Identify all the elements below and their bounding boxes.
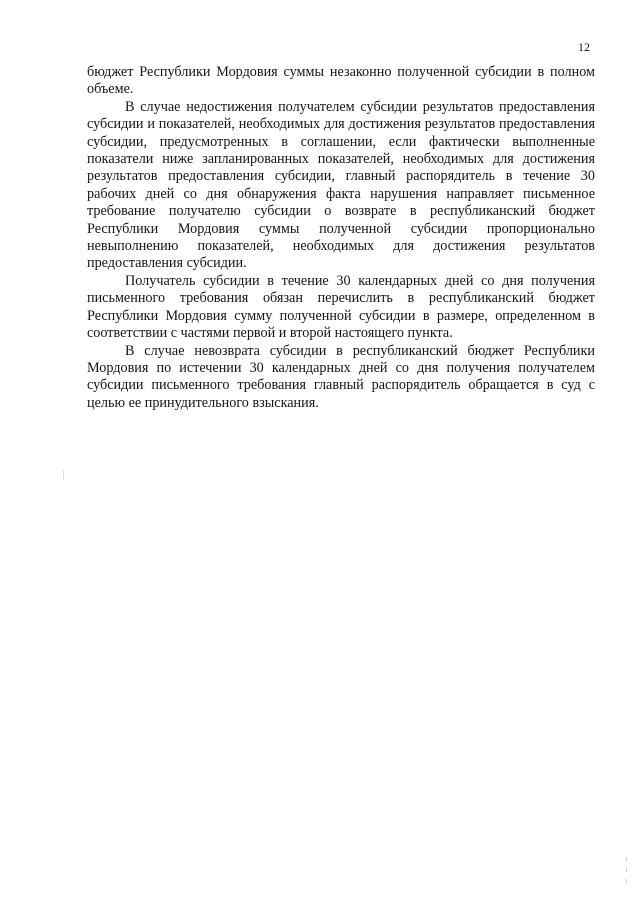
scan-speck-right-1: [626, 857, 627, 861]
paragraph-4: В случае невозврата субсидии в республиканский бюджет Республики Мордовия по истечении 30 календарных дней со дня получения получателем субсидии письменного требования главный распорядитель обращается в суд с целью ее принудительного взыскания.: [87, 342, 595, 411]
paragraph-1: бюджет Республики Мордовия суммы незаконно полученной субсидии в полном объеме.: [87, 64, 595, 98]
paragraph-2: В случае недостижения получателем субсидии результатов предоставления субсидии и показателей, необходимых для достижения результатов предоставления субсидии, предусмотренных в соглашении, если фактически выполненные показатели ниже запланированных показателей, необходимых для достижения результатов предоставления субсидии, главный распорядитель в течение 30 рабочих дней со дня обнаружения факта нарушения направляет письменное требование получателю субсидии о возврате в республиканский бюджет Республики Мордовия суммы полученной субсидии пропорционально невыполнению показателей, необходимых для достижения результатов предоставления субсидии.: [87, 98, 595, 272]
scan-speck-left: [63, 470, 64, 480]
scan-speck-right-3: [626, 879, 627, 883]
document-body: [87, 64, 595, 412]
page-number: 12: [578, 40, 590, 54]
paragraph-3: Получатель субсидии в течение 30 календарных дней со дня получения письменного требования обязан перечислить в республиканский бюджет Республики Мордовия сумму полученной субсидии в размере, определенном в соответствии с частями первой и второй настоящего пункта.: [87, 272, 595, 342]
scan-speck-right-2: [626, 867, 627, 872]
